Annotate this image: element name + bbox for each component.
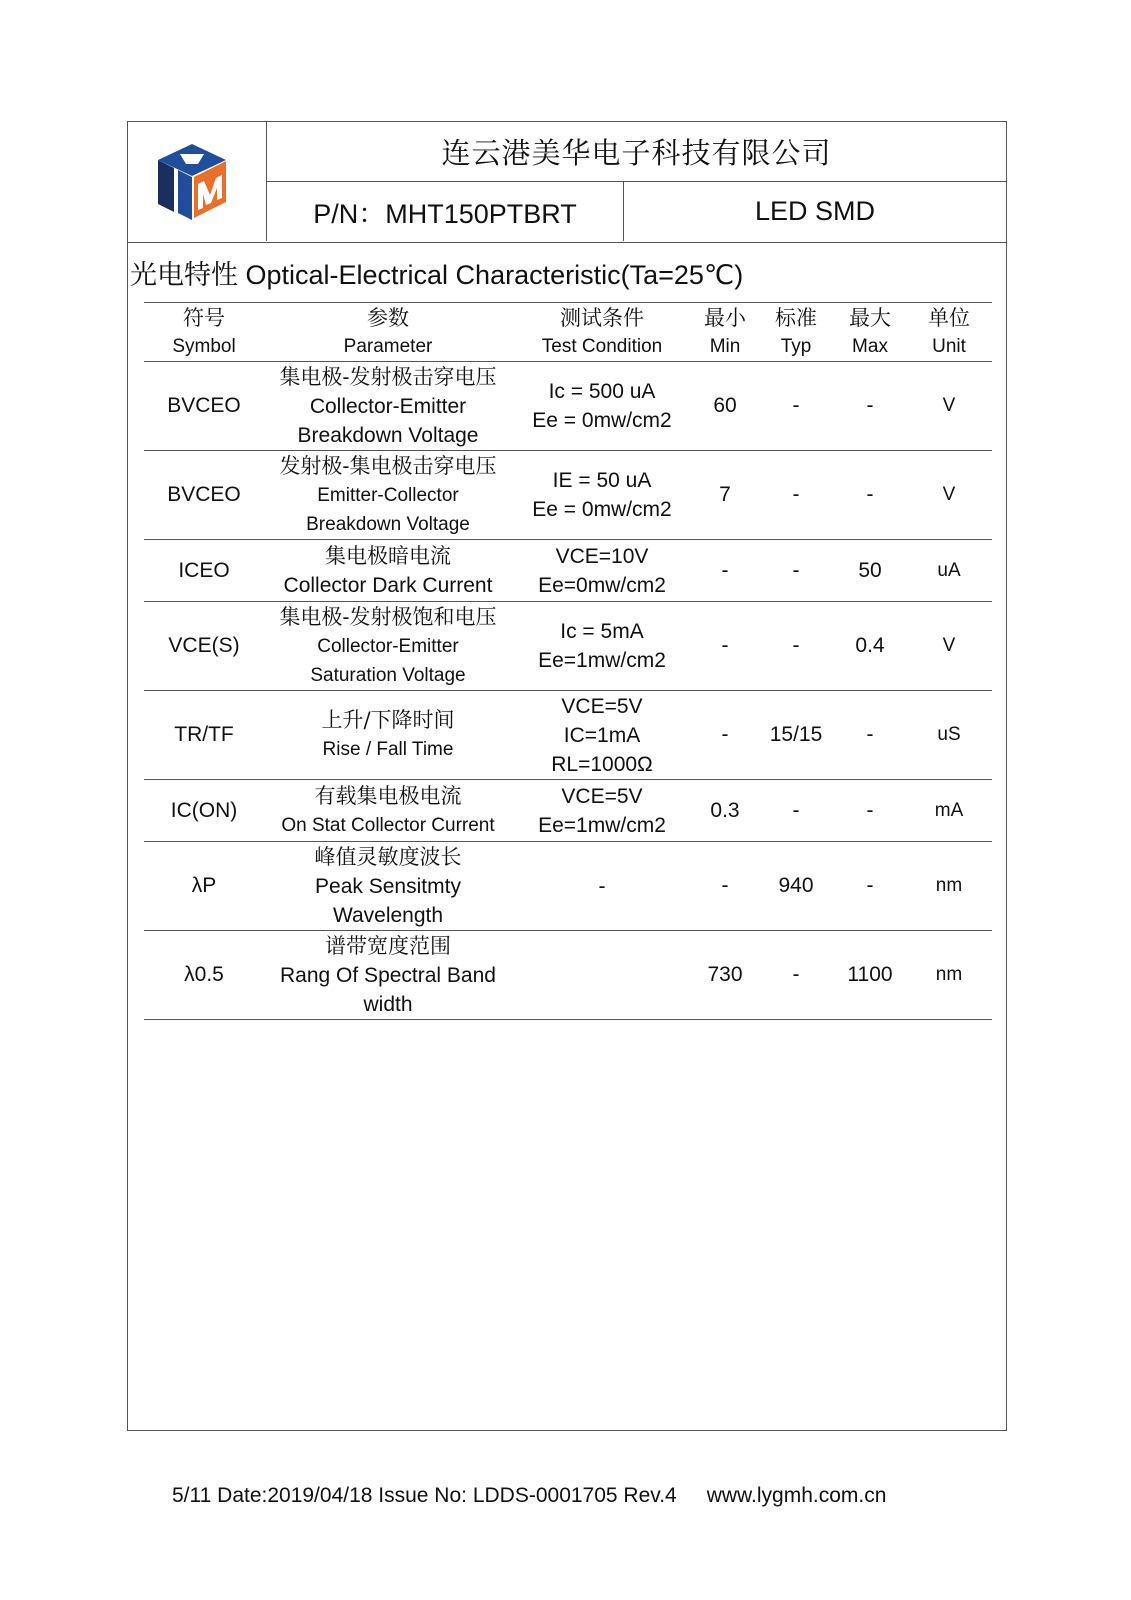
parameter-cell: 集电极-发射极击穿电压 Collector-Emitter Breakdown Voltage — [279, 364, 497, 447]
max-cell: - — [866, 798, 874, 822]
unit-cell: V — [942, 395, 956, 416]
table-row — [144, 602, 992, 691]
col-header-max: 最大 Max — [849, 306, 891, 357]
footer-issue-info: 5/11 Date:2019/04/18 Issue No: LDDS-0001705 Rev.4 — [172, 1484, 677, 1507]
max-cell: 1100 — [847, 963, 893, 986]
typ-cell: - — [792, 963, 800, 986]
logo-cell — [128, 122, 267, 241]
company-name: 连云港美华电子科技有限公司 — [267, 122, 1006, 182]
max-cell: - — [866, 394, 874, 417]
col-header-typ: 标准 Typ — [775, 306, 817, 357]
condition-cell — [512, 931, 692, 1020]
parameter-cell: 集电极暗电流 Collector Dark Current — [283, 543, 493, 597]
symbol-cell: λP — [191, 874, 217, 897]
table-row — [144, 362, 992, 451]
col-header-condition: 测试条件 Test Condition — [541, 306, 663, 357]
condition-cell: Ic = 500 uA Ee = 0mw/cm2 — [532, 380, 672, 432]
parameter-cell: 集电极-发射极饱和电压 Collector-Emitter Saturation Voltage — [279, 604, 497, 686]
unit-cell: uA — [937, 559, 961, 581]
typ-cell: - — [792, 634, 800, 657]
parameter-cell: 谱带宽度范围 Rang Of Spectral Band width — [280, 933, 496, 1016]
package-type: LED SMD — [754, 196, 876, 226]
unit-cell: V — [942, 635, 956, 656]
table-header-row — [144, 303, 992, 362]
parameter-cell: 上升/下降时间 Rise / Fall Time — [321, 708, 455, 760]
section-title: 光电特性 Optical-Electrical Characteristic(Ta=25℃) — [130, 260, 744, 290]
condition-cell: VCE=10V Ee=0mw/cm2 — [538, 544, 666, 597]
max-cell: - — [866, 723, 874, 746]
footer-website: www.lygmh.com.cn — [706, 1484, 887, 1507]
unit-cell: nm — [935, 875, 963, 896]
typ-cell: 940 — [778, 874, 814, 897]
symbol-cell: λ0.5 — [184, 963, 224, 986]
min-cell: 0.3 — [710, 798, 740, 822]
typ-cell: - — [792, 483, 800, 506]
unit-cell: V — [942, 484, 956, 505]
table-row — [144, 691, 992, 780]
part-number: P/N：MHT150PTBRT — [267, 182, 624, 241]
parameter-cell: 峰值灵敏度波长 Peak Sensitmty Wavelength — [314, 844, 462, 927]
typ-cell: - — [792, 798, 800, 822]
company-logo-icon — [156, 140, 228, 222]
condition-cell: IE = 50 uA Ee = 0mw/cm2 — [532, 469, 672, 521]
col-header-symbol: 符号 Symbol — [172, 306, 236, 357]
min-cell: 730 — [707, 963, 743, 986]
col-header-parameter: 参数 Parameter — [343, 306, 433, 357]
condition-cell: - — [598, 874, 606, 898]
table-row — [144, 931, 992, 1020]
symbol-cell: TR/TF — [174, 723, 234, 746]
table-row — [144, 451, 992, 540]
document-frame — [127, 121, 1007, 1431]
max-cell: 0.4 — [855, 634, 885, 657]
symbol-cell: ICEO — [178, 558, 230, 582]
typ-cell: 15/15 — [769, 723, 823, 746]
parameter-cell: 有载集电极电流 On Stat Collector Current — [281, 783, 495, 836]
condition-cell: VCE=5V Ee=1mw/cm2 — [538, 784, 666, 837]
min-cell: - — [721, 874, 729, 897]
symbol-cell: IC(ON) — [170, 798, 238, 822]
max-cell: 50 — [858, 558, 882, 582]
unit-cell: uS — [937, 724, 961, 745]
min-cell: - — [721, 723, 729, 746]
symbol-cell: VCE(S) — [168, 634, 240, 657]
col-header-min: 最小 Min — [704, 306, 746, 357]
table-row — [144, 780, 992, 842]
unit-cell: nm — [935, 964, 963, 985]
symbol-cell: BVCEO — [167, 394, 241, 417]
max-cell: - — [866, 483, 874, 506]
col-header-unit: 单位 Unit — [928, 306, 970, 357]
page-footer — [172, 1484, 886, 1508]
parameter-cell: 发射极-集电极击穿电压 Emitter-Collector Breakdown Voltage — [279, 453, 497, 535]
condition-cell: VCE=5V IC=1mA RL=1000Ω — [551, 694, 653, 776]
table-row — [144, 842, 992, 931]
condition-cell: Ic = 5mA Ee=1mw/cm2 — [538, 620, 666, 672]
typ-cell: - — [792, 558, 800, 582]
min-cell: 7 — [719, 483, 731, 506]
symbol-cell: BVCEO — [167, 483, 241, 506]
characteristics-table — [144, 302, 992, 1020]
min-cell: 60 — [713, 394, 737, 417]
min-cell: - — [721, 634, 729, 657]
min-cell: - — [721, 558, 729, 582]
table-row — [144, 540, 992, 602]
typ-cell: - — [792, 394, 800, 417]
max-cell: - — [866, 874, 874, 897]
document-header — [128, 122, 1006, 243]
unit-cell: mA — [934, 799, 964, 821]
